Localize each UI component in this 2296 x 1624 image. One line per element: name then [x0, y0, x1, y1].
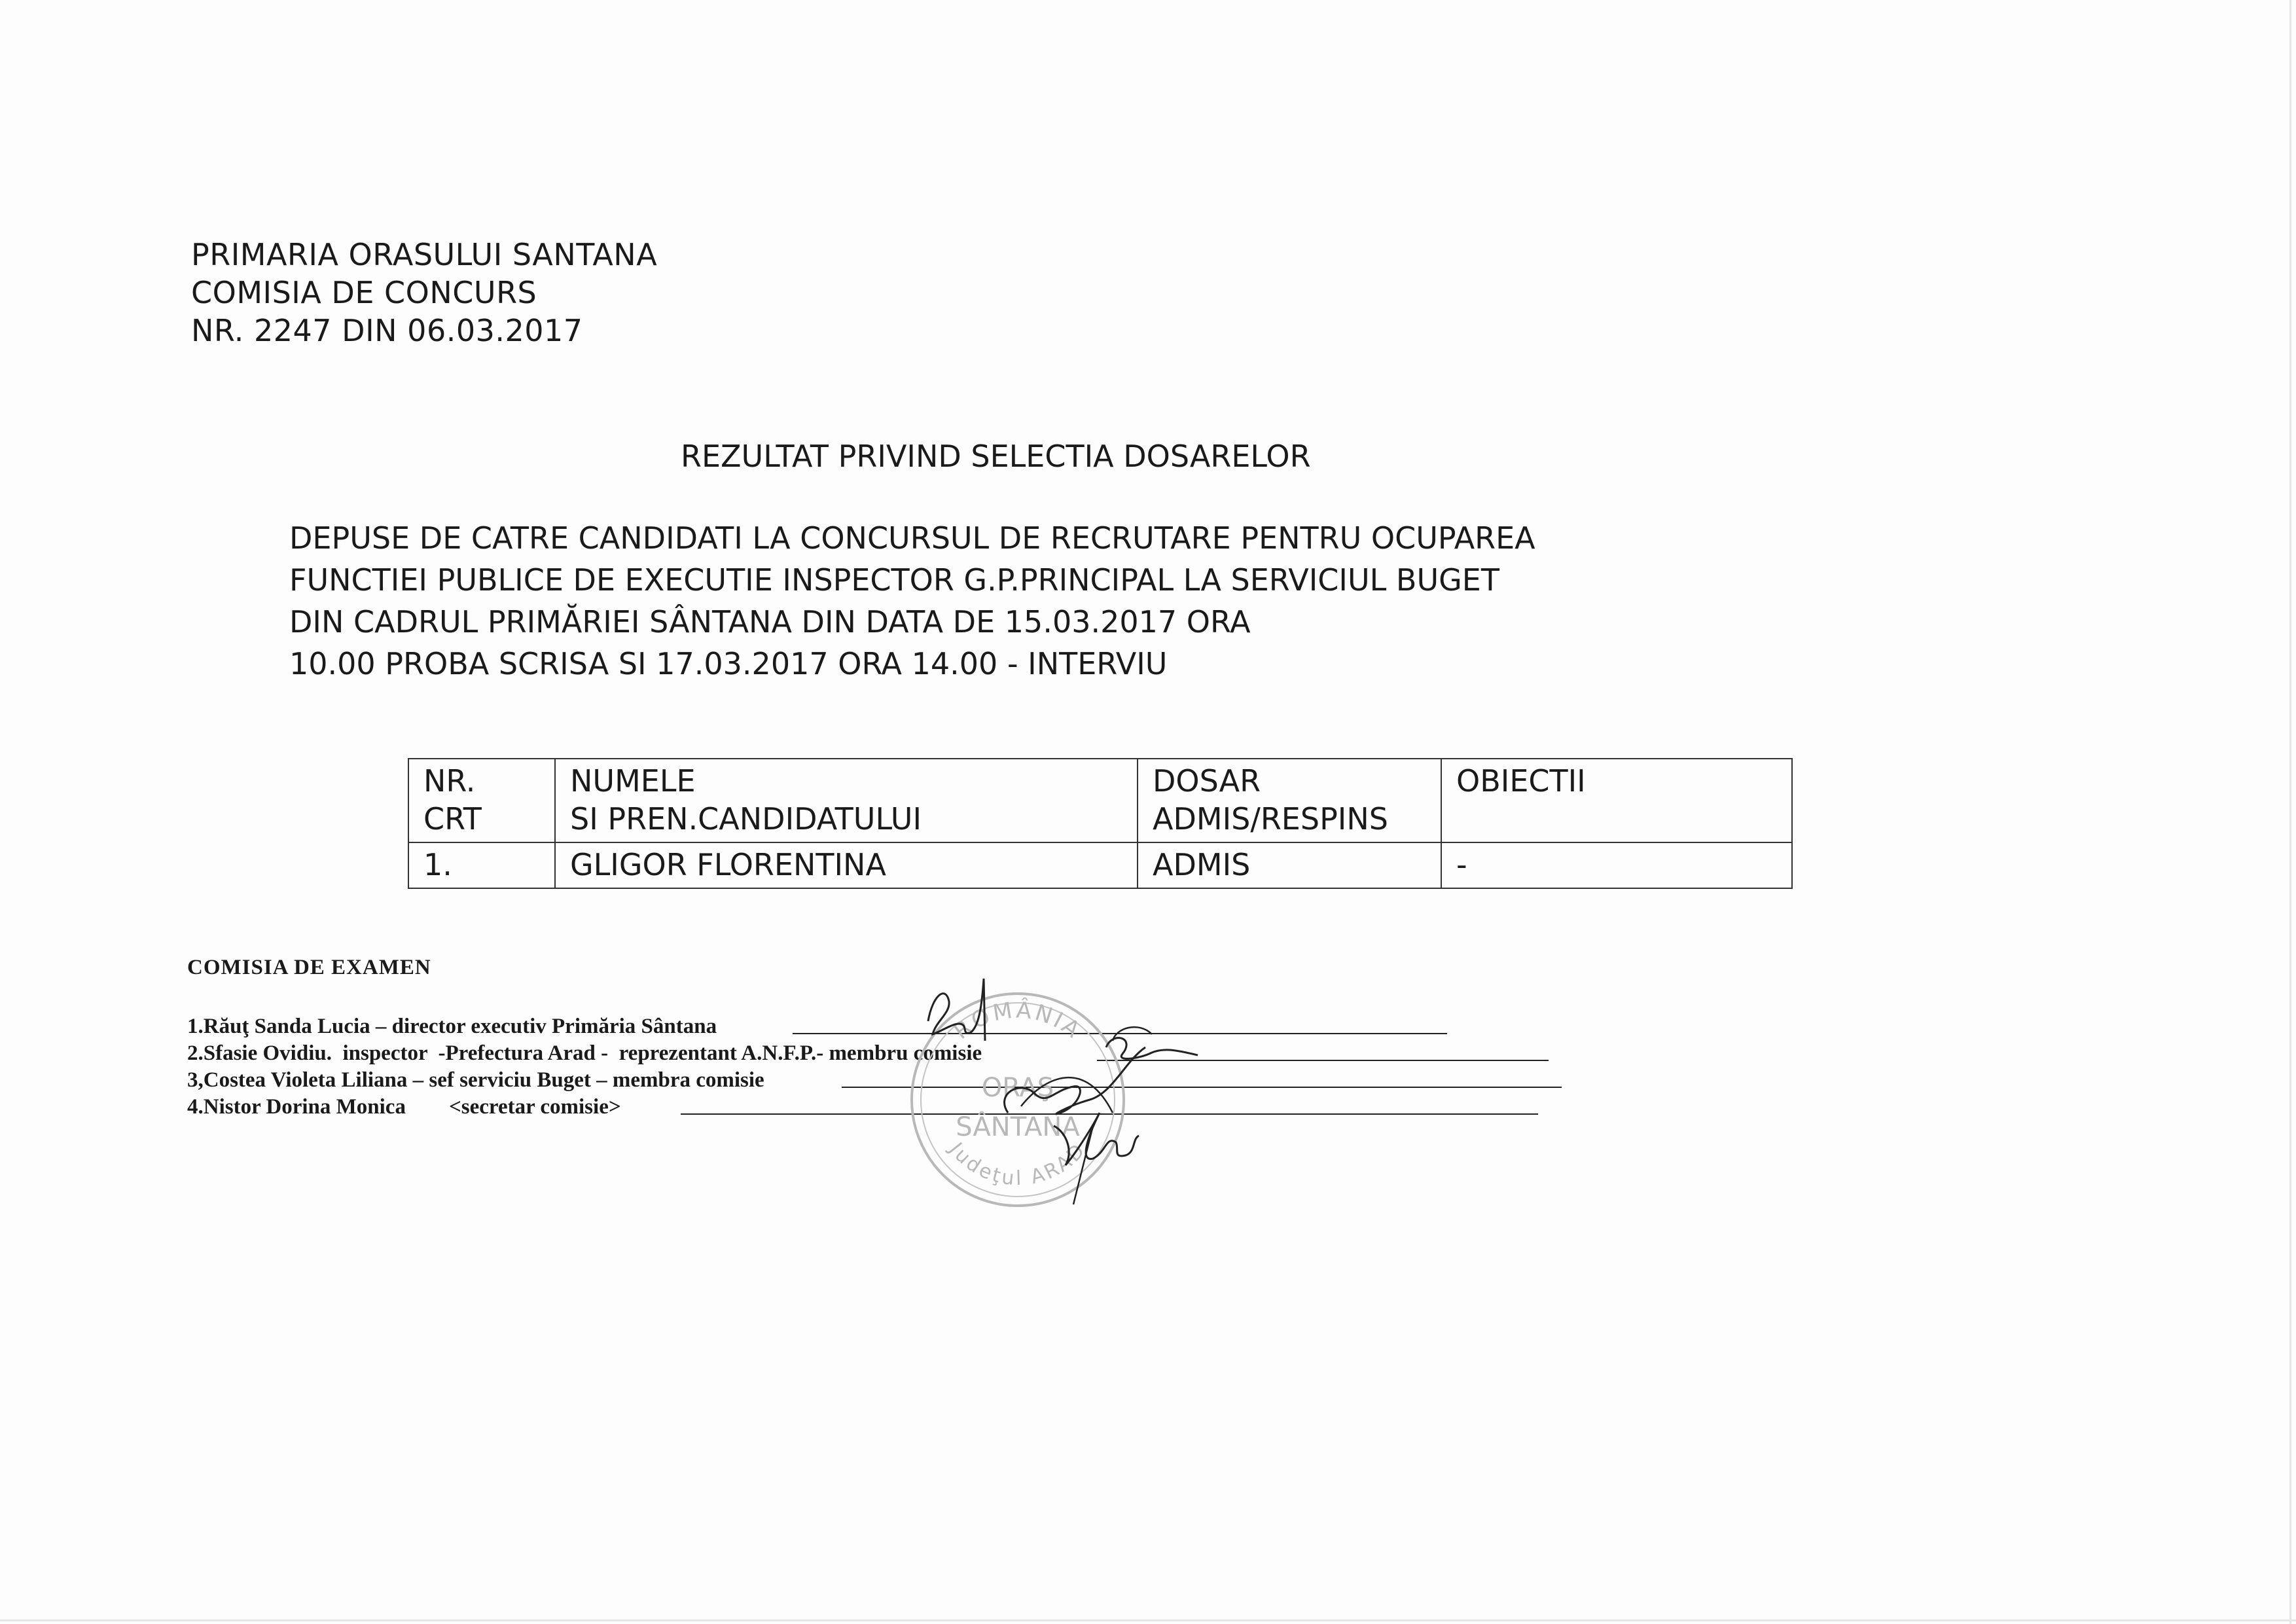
member-label: 4.Nistor Dorina Monica <secretar comisie> — [187, 1095, 621, 1119]
commission-members — [187, 1013, 982, 1121]
commission-title: COMISIA DE EXAMEN — [187, 956, 431, 979]
seal-middle-text: ORAŞ — [981, 1073, 1054, 1103]
member-row — [187, 1040, 982, 1067]
member-label: 2.Sfasie Ovidiu. inspector -Prefectura Arad - reprezentant A.N.F.P.- membru comisie — [187, 1041, 982, 1065]
cell-candidate-name: GLIGOR FLORENTINA — [555, 842, 1138, 888]
scan-edge — [0, 1619, 2296, 1621]
results-table — [408, 758, 1793, 889]
document-subtitle — [289, 517, 1729, 685]
official-seal-icon — [906, 988, 1129, 1211]
member-row — [187, 1067, 982, 1094]
header-objections: OBIECTII — [1441, 759, 1792, 842]
table-row — [408, 842, 1792, 888]
institution-name: PRIMARIA ORASULUI SANTANA — [191, 237, 658, 272]
scan-edge — [2289, 0, 2291, 1624]
document-number: NR. 2247 DIN 06.03.2017 — [191, 313, 583, 348]
cell-status: ADMIS — [1138, 842, 1441, 888]
commission-name: COMISIA DE CONCURS — [191, 275, 537, 310]
table-header-row — [408, 759, 1792, 842]
member-label: 1.Răuţ Sanda Lucia – director executiv Primăria Sântana — [187, 1015, 717, 1038]
subtitle-line: FUNCTIEI PUBLICE DE EXECUTIE INSPECTOR G.P.PRINCIPAL LA SERVICIUL BUGET — [289, 562, 1499, 598]
document-title: REZULTAT PRIVIND SELECTIA DOSARELOR — [681, 439, 1311, 474]
signature-line — [1097, 1060, 1549, 1061]
cell-nr: 1. — [408, 842, 555, 888]
member-row — [187, 1094, 982, 1121]
seal-top-text: ROMÂNIA — [948, 997, 1087, 1045]
header-nr-crt: NR. CRT — [408, 759, 555, 842]
seal-center-text: SÂNTANA — [956, 1112, 1080, 1142]
member-row — [187, 1013, 982, 1040]
seal-bottom-text: Judeţul ARAD — [944, 1138, 1091, 1191]
cell-objections: - — [1441, 842, 1792, 888]
subtitle-line: 10.00 PROBA SCRISA SI 17.03.2017 ORA 14.00 - INTERVIU — [289, 646, 1168, 681]
subtitle-line: DEPUSE DE CATRE CANDIDATI LA CONCURSUL DE RECRUTARE PENTRU OCUPAREA — [289, 520, 1535, 556]
header-dosar-status: DOSAR ADMIS/RESPINS — [1138, 759, 1441, 842]
member-label: 3,Costea Violeta Liliana – sef serviciu Buget – membra comisie — [187, 1068, 764, 1092]
svg-text:ROMÂNIA — [949, 996, 1087, 1044]
subtitle-line: DIN CADRUL PRIMĂRIEI SÂNTANA DIN DATA DE 15.03.2017 ORA — [289, 604, 1251, 640]
header-candidate-name: NUMELE SI PREN.CANDIDATULUI — [555, 759, 1138, 842]
document-header — [191, 236, 657, 350]
